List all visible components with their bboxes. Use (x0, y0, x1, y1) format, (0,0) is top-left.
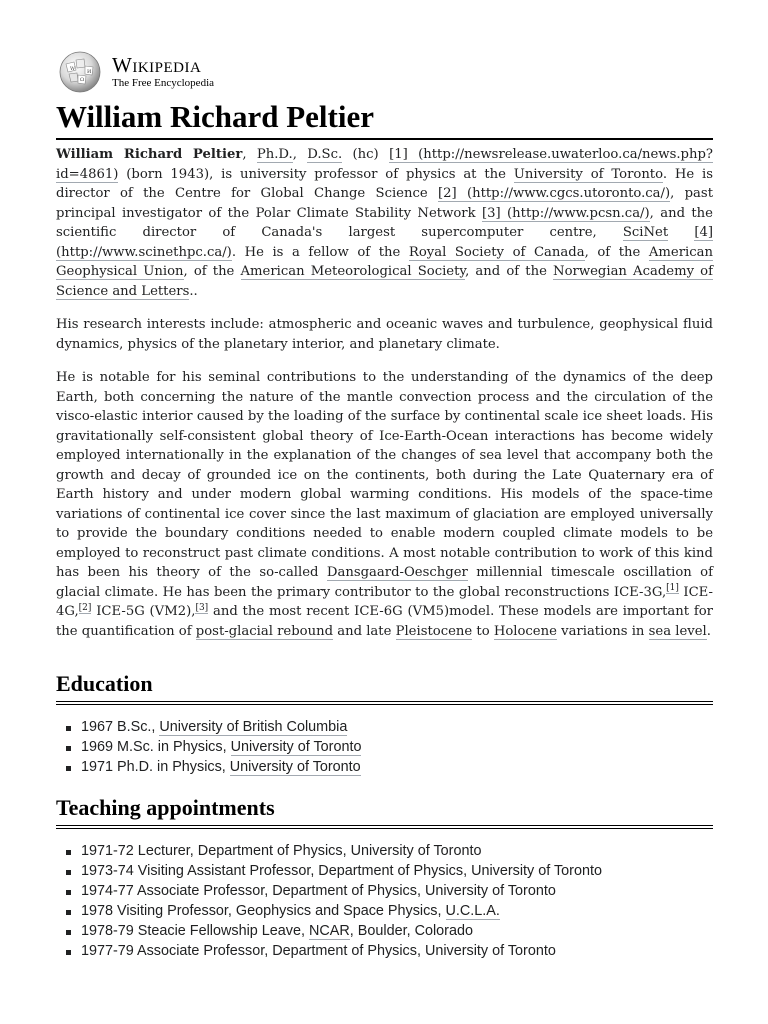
list-item (56, 717, 713, 737)
sea-level-link[interactable]: sea level (648, 623, 707, 639)
phd-link[interactable]: Ph.D. (256, 147, 293, 162)
holocene-link[interactable]: Holocene (493, 623, 557, 639)
post-glacial-rebound-link[interactable]: post-glacial rebound (195, 623, 334, 639)
list-item (56, 861, 713, 881)
list-item-text: 1967 B.Sc., (81, 719, 160, 735)
teaching-section-header (56, 795, 713, 829)
wikipedia-globe-icon (56, 50, 104, 94)
citation-2[interactable] (79, 603, 92, 614)
svg-text:W: W (70, 66, 76, 72)
list-item-text: 1973-74 Visiting Assistant Professor, Department of Physics, University of Toronto (81, 863, 602, 879)
wikipedia-tagline: The Free Encyclopedia (112, 77, 215, 89)
text: , (242, 147, 257, 162)
text: , (292, 147, 308, 162)
education-list (56, 717, 713, 777)
svg-text:Ω: Ω (80, 77, 85, 83)
article-page (56, 50, 713, 961)
education-section-header (56, 671, 713, 705)
list-item (56, 941, 713, 961)
university-of-toronto-link[interactable]: University of Toronto (230, 739, 362, 755)
text: , and the scientific director of Canada's largest supercomputer centre, (56, 205, 713, 240)
citation-2-label[interactable]: [2] (78, 602, 92, 613)
list-item (56, 757, 713, 777)
university-of-toronto-link[interactable]: University of Toronto (229, 759, 361, 775)
ams-link[interactable]: American Meteorological Society (240, 264, 466, 279)
ucla-link[interactable]: U.C.L.A. (445, 903, 500, 919)
text: ICE-4G, (56, 584, 713, 619)
list-item-text: 1977-79 Associate Professor, Department of Physics, University of Toronto (81, 943, 556, 959)
research-interests-paragraph: His research interests include: atmospheric and oceanic waves and turbulence, geophysical fluid dynamics, physics of the planetary interior, and planetary climate. (56, 317, 713, 352)
text: . (706, 623, 711, 639)
reference-link-1[interactable]: [1] (http://newsrelease.uwaterloo.ca/news.php?id=4861) (56, 147, 713, 182)
text: to (472, 623, 494, 639)
text: .. (189, 283, 198, 299)
education-heading: Education (56, 671, 153, 696)
royal-society-link[interactable]: Royal Society of Canada (408, 244, 585, 260)
agu-link[interactable]: American Geophysical Union (56, 244, 713, 279)
list-item-text: 1971 Ph.D. in Physics, (81, 759, 230, 775)
text: , of the (584, 244, 649, 260)
list-item-text: 1978 Visiting Professor, Geophysics and Space Physics, (81, 903, 446, 919)
notable-paragraph (56, 368, 713, 641)
wikipedia-logo[interactable] (56, 50, 713, 94)
reference-link-2[interactable]: [2] (http://www.cgcs.utoronto.ca/) (437, 186, 671, 201)
text: (hc) (342, 147, 390, 162)
text (668, 225, 694, 240)
citation-1-label[interactable]: [1] (666, 583, 679, 594)
text: and the most recent ICE-6G (VM5)model. These models are important for the quantification of (56, 604, 713, 639)
teaching-heading: Teaching appointments (56, 795, 275, 820)
norwegian-academy-link[interactable]: Norwegian Academy of Science and Letters (56, 264, 713, 299)
list-item-text: 1971-72 Lecturer, Department of Physics, University of Toronto (81, 843, 482, 859)
ncar-link[interactable]: NCAR (309, 923, 350, 939)
text: , and of the (465, 264, 554, 279)
pleistocene-link[interactable]: Pleistocene (395, 623, 473, 639)
text: (born 1943), is university professor of physics at the (118, 166, 514, 182)
list-item (56, 901, 713, 921)
university-of-toronto-link[interactable]: University of Toronto (513, 166, 663, 182)
text: millennial timescale oscillation of glacial climate. He has been the primary contributor to the global reconstructions ICE-3G, (56, 565, 713, 600)
text: . He is a fellow of the (231, 244, 409, 260)
reference-link-4[interactable]: [4] (http://www.scinethpc.ca/) (56, 225, 713, 260)
intro-paragraph (56, 145, 713, 301)
citation-1[interactable] (666, 583, 679, 594)
page-title: William Richard Peltier (56, 100, 713, 140)
dsc-link[interactable]: D.Sc. (307, 147, 343, 162)
citation-3[interactable] (195, 603, 208, 614)
svg-text:И: И (87, 69, 92, 75)
teaching-list (56, 841, 713, 961)
reference-link-3[interactable]: [3] (http://www.pcsn.ca/) (481, 205, 650, 221)
ubc-link[interactable]: University of British Columbia (159, 719, 348, 735)
dansgaard-oeschger-link[interactable]: Dansgaard-Oeschger (326, 565, 468, 580)
text: . He is director of the Centre for Global Change Science (56, 166, 713, 201)
wikipedia-wordmark: Wikipedia (112, 53, 202, 77)
scinet-link[interactable]: SciNet (622, 225, 669, 240)
text: , of the (183, 264, 241, 279)
list-item (56, 921, 713, 941)
list-item (56, 841, 713, 861)
list-item (56, 881, 713, 901)
list-item (56, 737, 713, 757)
list-item-text: 1969 M.Sc. in Physics, (81, 739, 231, 755)
list-item-text: 1978-79 Steacie Fellowship Leave, (81, 923, 309, 939)
text: and late (333, 623, 396, 639)
list-item-text: 1974-77 Associate Professor, Department of Physics, University of Toronto (81, 883, 556, 899)
text: He is notable for his seminal contributions to the understanding of the dynamics of the deep Earth, both concerning the nature of the mantle convection process and the circulation of the visco-elastic interior caused by the loading of the surface by continental scale ice sheet loads. His gravitationally self-consistent global theory of Ice-Earth-Ocean interactions has become widely employed internationally in the explanation of the changes of sea level that accompany both the growth and decay of grounded ice on the continents, both during the Late Quaternary era of Earth history and under modern global warming conditions. His models of the space-time variations of continental ice cover since the last maximum of glaciation are employed universally to provide the boundary conditions needed to enable modern coupled climate models to be employed to reconstruct past climate conditions. A most notable contribution to work of this kind has been his theory of the so-called (56, 370, 713, 580)
citation-3-label[interactable]: [3] (195, 602, 209, 613)
text: ICE-5G (VM2), (91, 604, 196, 619)
list-item-text: , Boulder, Colorado (349, 923, 473, 939)
subject-name: William Richard Peltier (56, 147, 243, 162)
text: , past principal investigator of the Polar Climate Stability Network (56, 186, 713, 221)
text: variations in (556, 623, 649, 639)
